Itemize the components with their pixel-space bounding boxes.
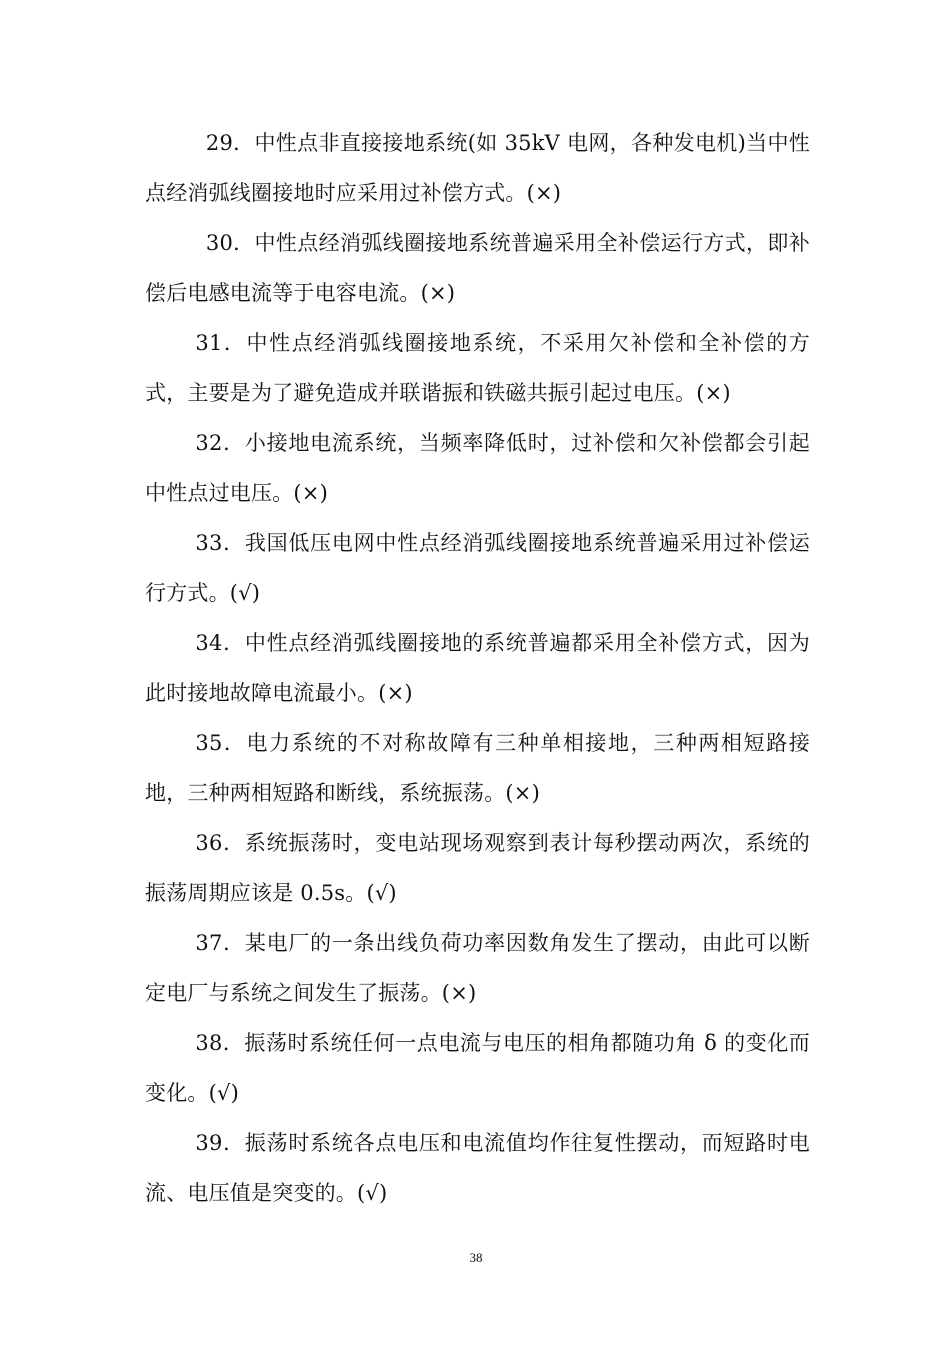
question-item-30: 30．中性点经消弧线圈接地系统普遍采用全补偿运行方式，即补偿后电感电流等于电容电流。(×) <box>145 231 810 305</box>
question-item-33: 33．我国低压电网中性点经消弧线圈接地系统普遍采用过补偿运行方式。(√) <box>145 531 810 605</box>
question-item-31: 31．中性点经消弧线圈接地系统，不采用欠补偿和全补偿的方式，主要是为了避免造成并联谐振和铁磁共振引起过电压。(×) <box>145 331 810 405</box>
page-number: 38 <box>469 1250 483 1265</box>
question-item-35: 35．电力系统的不对称故障有三种单相接地，三种两相短路接地，三种两相短路和断线，系统振荡。(×) <box>145 731 810 805</box>
question-item-38: 38．振荡时系统任何一点电流与电压的相角都随功角 δ 的变化而变化。(√) <box>145 1031 810 1105</box>
question-item-37: 37．某电厂的一条出线负荷功率因数角发生了摆动，由此可以断定电厂与系统之间发生了振荡。(×) <box>145 931 810 1005</box>
question-item-29: 29．中性点非直接接地系统(如 35kV 电网，各种发电机)当中性点经消弧线圈接地时应采用过补偿方式。(×) <box>145 131 810 205</box>
question-item-32: 32．小接地电流系统，当频率降低时，过补偿和欠补偿都会引起中性点过电压。(×) <box>145 431 810 505</box>
question-list <box>145 118 810 1218</box>
question-item-36: 36．系统振荡时，变电站现场观察到表计每秒摆动两次，系统的振荡周期应该是 0.5s。(√) <box>145 831 810 905</box>
question-item-39: 39．振荡时系统各点电压和电流值均作往复性摆动，而短路时电流、电压值是突变的。(√) <box>145 1131 810 1205</box>
question-item-34: 34．中性点经消弧线圈接地的系统普遍都采用全补偿方式，因为此时接地故障电流最小。(×) <box>145 631 810 705</box>
